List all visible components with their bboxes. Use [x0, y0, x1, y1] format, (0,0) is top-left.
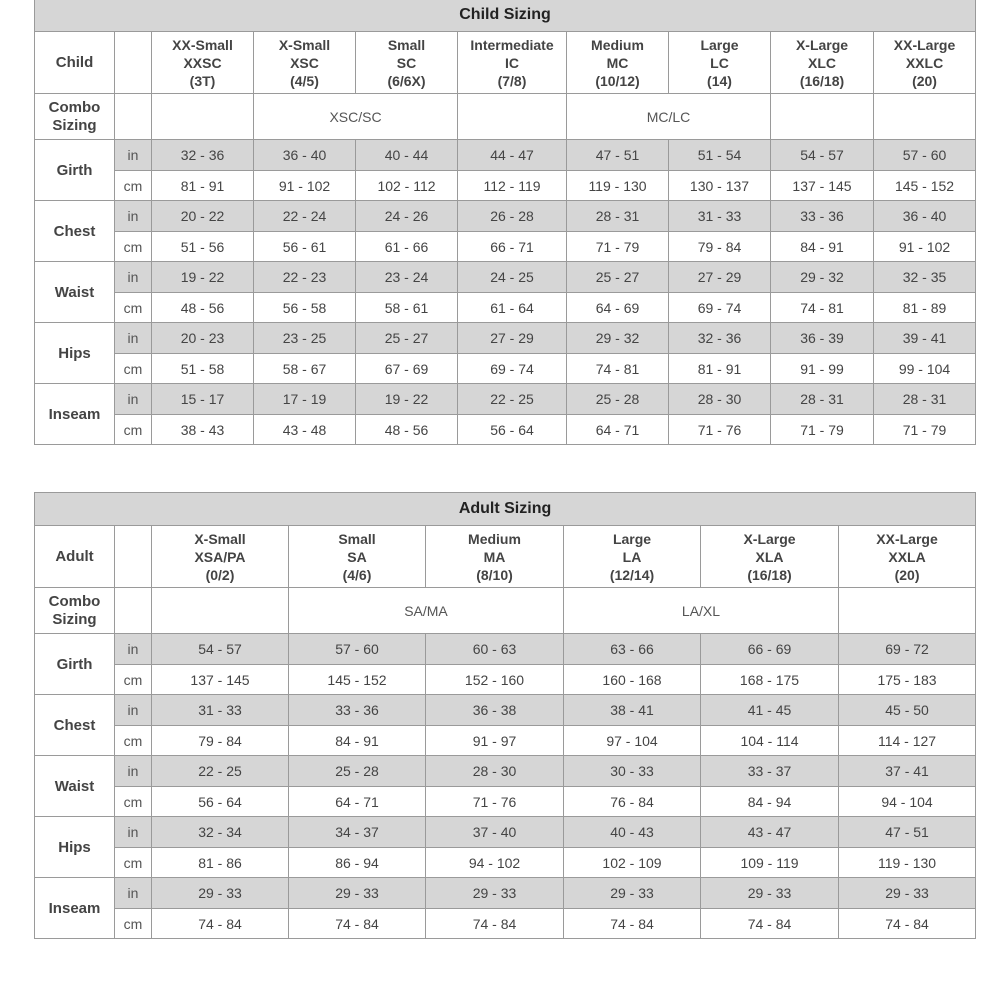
table-cell: 36 - 40: [254, 140, 356, 171]
table-cell: 31 - 33: [669, 201, 771, 232]
unit-in: in: [115, 756, 152, 787]
combo-unit-blank: [115, 94, 152, 140]
table-cell: 58 - 61: [356, 293, 458, 323]
table-cell: 29 - 33: [152, 878, 289, 909]
table-cell: 33 - 37: [701, 756, 839, 787]
table-cell: 31 - 33: [152, 695, 289, 726]
table-cell: 64 - 71: [289, 787, 426, 817]
table-cell: 61 - 64: [458, 293, 567, 323]
table-cell: 32 - 36: [152, 140, 254, 171]
table-cell: 56 - 58: [254, 293, 356, 323]
unit-in: in: [115, 878, 152, 909]
table-cell: 28 - 31: [874, 384, 976, 415]
measure-label-girth: Girth: [35, 634, 115, 695]
table-cell: 74 - 81: [567, 354, 669, 384]
combo-cell: [839, 588, 976, 634]
table-cell: 29 - 32: [771, 262, 874, 293]
table-cell: 44 - 47: [458, 140, 567, 171]
table-cell: 25 - 27: [356, 323, 458, 354]
table-cell: 37 - 40: [426, 817, 564, 848]
table-cell: 54 - 57: [771, 140, 874, 171]
table-cell: 69 - 74: [458, 354, 567, 384]
table-cell: 28 - 31: [771, 384, 874, 415]
table-cell: 137 - 145: [771, 171, 874, 201]
table-cell: 71 - 76: [426, 787, 564, 817]
child-size-header: Intermediate IC (7/8): [458, 32, 567, 94]
table-cell: 25 - 28: [567, 384, 669, 415]
measure-label-hips: Hips: [35, 817, 115, 878]
table-cell: 51 - 58: [152, 354, 254, 384]
table-cell: 74 - 84: [839, 909, 976, 939]
table-cell: 17 - 19: [254, 384, 356, 415]
table-cell: 41 - 45: [701, 695, 839, 726]
measure-label-inseam: Inseam: [35, 878, 115, 939]
adult-size-header: X-Small XSA/PA (0/2): [152, 526, 289, 588]
table-cell: 175 - 183: [839, 665, 976, 695]
table-cell: 145 - 152: [874, 171, 976, 201]
table-cell: 47 - 51: [567, 140, 669, 171]
table-cell: 33 - 36: [771, 201, 874, 232]
table-cell: 74 - 81: [771, 293, 874, 323]
table-cell: 94 - 104: [839, 787, 976, 817]
table-cell: 37 - 41: [839, 756, 976, 787]
unit-cm: cm: [115, 726, 152, 756]
table-cell: 63 - 66: [564, 634, 701, 665]
unit-cm: cm: [115, 293, 152, 323]
measure-label-chest: Chest: [35, 695, 115, 756]
table-cell: 57 - 60: [874, 140, 976, 171]
table-cell: 69 - 72: [839, 634, 976, 665]
child-size-header: XX-Large XXLC (20): [874, 32, 976, 94]
adult-size-header: Small SA (4/6): [289, 526, 426, 588]
table-cell: 84 - 91: [289, 726, 426, 756]
table-cell: 119 - 130: [567, 171, 669, 201]
table-cell: 67 - 69: [356, 354, 458, 384]
table-cell: 102 - 112: [356, 171, 458, 201]
table-cell: 74 - 84: [701, 909, 839, 939]
unit-cm: cm: [115, 787, 152, 817]
unit-header-blank: [115, 526, 152, 588]
combo-cell: [874, 94, 976, 140]
table-cell: 32 - 34: [152, 817, 289, 848]
table-cell: 71 - 79: [874, 415, 976, 445]
adult-table-title: Adult Sizing: [35, 493, 976, 526]
table-cell: 81 - 91: [152, 171, 254, 201]
table-cell: 57 - 60: [289, 634, 426, 665]
table-cell: 29 - 32: [567, 323, 669, 354]
table-cell: 81 - 89: [874, 293, 976, 323]
table-cell: 29 - 33: [289, 878, 426, 909]
unit-in: in: [115, 384, 152, 415]
measure-label-girth: Girth: [35, 140, 115, 201]
table-cell: 22 - 25: [152, 756, 289, 787]
table-cell: 45 - 50: [839, 695, 976, 726]
table-cell: 102 - 109: [564, 848, 701, 878]
table-cell: 79 - 84: [152, 726, 289, 756]
table-cell: 29 - 33: [426, 878, 564, 909]
table-cell: 97 - 104: [564, 726, 701, 756]
table-cell: 29 - 33: [701, 878, 839, 909]
table-cell: 51 - 54: [669, 140, 771, 171]
table-cell: 64 - 71: [567, 415, 669, 445]
table-cell: 43 - 47: [701, 817, 839, 848]
table-cell: 99 - 104: [874, 354, 976, 384]
child-size-header: Large LC (14): [669, 32, 771, 94]
table-cell: 91 - 102: [874, 232, 976, 262]
table-cell: 74 - 84: [289, 909, 426, 939]
measure-label-waist: Waist: [35, 756, 115, 817]
table-cell: 58 - 67: [254, 354, 356, 384]
measure-label-inseam: Inseam: [35, 384, 115, 445]
table-cell: 91 - 102: [254, 171, 356, 201]
table-cell: 22 - 23: [254, 262, 356, 293]
table-cell: 74 - 84: [426, 909, 564, 939]
table-cell: 33 - 36: [289, 695, 426, 726]
table-cell: 71 - 79: [567, 232, 669, 262]
combo-cell: LA/XL: [564, 588, 839, 634]
child-size-header: Medium MC (10/12): [567, 32, 669, 94]
unit-in: in: [115, 201, 152, 232]
table-cell: 48 - 56: [152, 293, 254, 323]
table-cell: 71 - 76: [669, 415, 771, 445]
unit-cm: cm: [115, 232, 152, 262]
table-cell: 20 - 22: [152, 201, 254, 232]
combo-cell: [458, 94, 567, 140]
unit-in: in: [115, 323, 152, 354]
adult-size-header: X-Large XLA (16/18): [701, 526, 839, 588]
table-cell: 40 - 43: [564, 817, 701, 848]
unit-in: in: [115, 817, 152, 848]
table-cell: 56 - 61: [254, 232, 356, 262]
table-cell: 79 - 84: [669, 232, 771, 262]
table-cell: 25 - 27: [567, 262, 669, 293]
adult-sizing-table: [34, 492, 976, 939]
table-cell: 38 - 41: [564, 695, 701, 726]
adult-size-header: XX-Large XXLA (20): [839, 526, 976, 588]
table-cell: 114 - 127: [839, 726, 976, 756]
table-cell: 47 - 51: [839, 817, 976, 848]
child-table-title: Child Sizing: [35, 0, 976, 32]
table-cell: 36 - 40: [874, 201, 976, 232]
combo-cell: XSC/SC: [254, 94, 458, 140]
table-cell: 29 - 33: [839, 878, 976, 909]
child-size-header: Small SC (6/6X): [356, 32, 458, 94]
table-cell: 20 - 23: [152, 323, 254, 354]
table-cell: 86 - 94: [289, 848, 426, 878]
table-cell: 23 - 24: [356, 262, 458, 293]
table-cell: 29 - 33: [564, 878, 701, 909]
adult-size-header: Large LA (12/14): [564, 526, 701, 588]
table-cell: 32 - 35: [874, 262, 976, 293]
table-cell: 34 - 37: [289, 817, 426, 848]
adult-corner-label: Adult: [35, 526, 115, 588]
table-cell: 19 - 22: [356, 384, 458, 415]
unit-cm: cm: [115, 415, 152, 445]
table-cell: 119 - 130: [839, 848, 976, 878]
table-cell: 43 - 48: [254, 415, 356, 445]
table-cell: 104 - 114: [701, 726, 839, 756]
unit-cm: cm: [115, 909, 152, 939]
combo-cell: [152, 94, 254, 140]
combo-cell: MC/LC: [567, 94, 771, 140]
table-cell: 109 - 119: [701, 848, 839, 878]
table-cell: 32 - 36: [669, 323, 771, 354]
unit-in: in: [115, 140, 152, 171]
table-cell: 19 - 22: [152, 262, 254, 293]
table-cell: 24 - 25: [458, 262, 567, 293]
unit-in: in: [115, 262, 152, 293]
table-cell: 23 - 25: [254, 323, 356, 354]
combo-sizing-label: Combo Sizing: [35, 588, 115, 634]
table-cell: 130 - 137: [669, 171, 771, 201]
table-cell: 76 - 84: [564, 787, 701, 817]
table-cell: 56 - 64: [458, 415, 567, 445]
table-cell: 27 - 29: [458, 323, 567, 354]
unit-cm: cm: [115, 665, 152, 695]
measure-label-chest: Chest: [35, 201, 115, 262]
table-cell: 69 - 74: [669, 293, 771, 323]
unit-header-blank: [115, 32, 152, 94]
measure-label-waist: Waist: [35, 262, 115, 323]
combo-sizing-label: Combo Sizing: [35, 94, 115, 140]
table-cell: 91 - 97: [426, 726, 564, 756]
child-corner-label: Child: [35, 32, 115, 94]
table-cell: 48 - 56: [356, 415, 458, 445]
table-cell: 36 - 38: [426, 695, 564, 726]
table-cell: 54 - 57: [152, 634, 289, 665]
table-cell: 15 - 17: [152, 384, 254, 415]
table-cell: 94 - 102: [426, 848, 564, 878]
table-cell: 30 - 33: [564, 756, 701, 787]
unit-in: in: [115, 634, 152, 665]
table-cell: 39 - 41: [874, 323, 976, 354]
table-cell: 36 - 39: [771, 323, 874, 354]
child-size-header: X-Large XLC (16/18): [771, 32, 874, 94]
combo-cell: [771, 94, 874, 140]
table-cell: 145 - 152: [289, 665, 426, 695]
table-cell: 81 - 91: [669, 354, 771, 384]
table-cell: 25 - 28: [289, 756, 426, 787]
child-sizing-table: [34, 0, 976, 445]
table-cell: 51 - 56: [152, 232, 254, 262]
table-cell: 27 - 29: [669, 262, 771, 293]
combo-cell: [152, 588, 289, 634]
table-cell: 66 - 71: [458, 232, 567, 262]
table-cell: 38 - 43: [152, 415, 254, 445]
table-cell: 112 - 119: [458, 171, 567, 201]
table-cell: 40 - 44: [356, 140, 458, 171]
table-cell: 60 - 63: [426, 634, 564, 665]
unit-cm: cm: [115, 848, 152, 878]
table-cell: 74 - 84: [564, 909, 701, 939]
combo-cell: SA/MA: [289, 588, 564, 634]
table-cell: 84 - 94: [701, 787, 839, 817]
table-cell: 61 - 66: [356, 232, 458, 262]
table-cell: 24 - 26: [356, 201, 458, 232]
table-cell: 64 - 69: [567, 293, 669, 323]
table-cell: 28 - 30: [426, 756, 564, 787]
table-cell: 84 - 91: [771, 232, 874, 262]
table-cell: 26 - 28: [458, 201, 567, 232]
combo-unit-blank: [115, 588, 152, 634]
child-size-header: XX-Small XXSC (3T): [152, 32, 254, 94]
table-cell: 56 - 64: [152, 787, 289, 817]
child-size-header: X-Small XSC (4/5): [254, 32, 356, 94]
table-cell: 28 - 31: [567, 201, 669, 232]
table-cell: 137 - 145: [152, 665, 289, 695]
unit-cm: cm: [115, 171, 152, 201]
table-cell: 71 - 79: [771, 415, 874, 445]
table-cell: 28 - 30: [669, 384, 771, 415]
table-cell: 81 - 86: [152, 848, 289, 878]
adult-size-header: Medium MA (8/10): [426, 526, 564, 588]
table-cell: 66 - 69: [701, 634, 839, 665]
table-cell: 74 - 84: [152, 909, 289, 939]
table-cell: 152 - 160: [426, 665, 564, 695]
unit-cm: cm: [115, 354, 152, 384]
table-cell: 22 - 24: [254, 201, 356, 232]
table-cell: 91 - 99: [771, 354, 874, 384]
table-cell: 168 - 175: [701, 665, 839, 695]
table-cell: 160 - 168: [564, 665, 701, 695]
unit-in: in: [115, 695, 152, 726]
table-cell: 22 - 25: [458, 384, 567, 415]
measure-label-hips: Hips: [35, 323, 115, 384]
